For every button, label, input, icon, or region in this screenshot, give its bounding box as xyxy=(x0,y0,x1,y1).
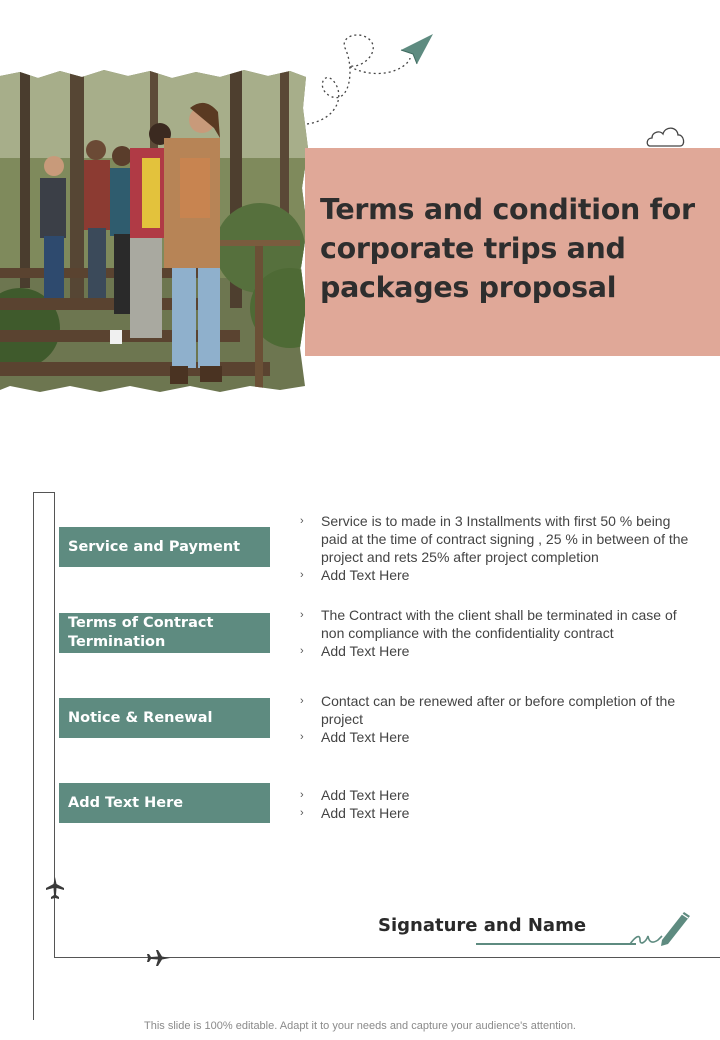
signature-label: Signature and Name xyxy=(378,915,587,936)
section-label-notice-renewal: Notice & Renewal xyxy=(59,698,270,738)
list-item: › Add Text Here xyxy=(300,805,410,821)
bullet-list-add-text xyxy=(300,786,700,822)
bullet-list-notice-renewal xyxy=(300,692,700,746)
list-item: › Contact can be renewed after or before completion of the project xyxy=(300,693,676,727)
bullet-list-contract-termination xyxy=(300,606,700,660)
frame-line-top xyxy=(33,492,55,493)
chevron-right-icon: › xyxy=(300,569,304,581)
list-item: › Service is to made in 3 Installments with first 50 % being paid at the time of contract signing , 25 % in between of the project and rets 25% after project completion xyxy=(300,513,689,565)
chevron-right-icon: › xyxy=(300,731,304,743)
airplane-icon xyxy=(45,876,65,905)
footer-note: This slide is 100% editable. Adapt it to your needs and capture your audience's attention. xyxy=(144,1020,576,1032)
chevron-right-icon: › xyxy=(300,515,304,527)
signature-line xyxy=(476,943,636,945)
list-item: › The Contract with the client shall be terminated in case of non compliance with the confidentiality contract xyxy=(300,607,677,641)
pen-icon xyxy=(628,906,692,955)
section-label-service-payment: Service and Payment xyxy=(59,527,270,567)
airplane-icon xyxy=(145,949,171,972)
bullet-list-service-payment xyxy=(300,512,700,584)
section-label-contract-termination: Terms of Contract Termination xyxy=(59,613,270,653)
chevron-right-icon: › xyxy=(300,645,304,657)
list-item: › Add Text Here xyxy=(300,643,410,659)
paper-plane-icon xyxy=(305,28,440,133)
list-item: › Add Text Here xyxy=(300,729,410,745)
page-title: Terms and condition for corporate trips and packages proposal xyxy=(320,193,695,304)
list-item: › Add Text Here xyxy=(300,787,410,803)
chevron-right-icon: › xyxy=(300,695,304,707)
frame-line-left xyxy=(33,492,34,1020)
chevron-right-icon: › xyxy=(300,609,304,621)
section-label-add-text: Add Text Here xyxy=(59,783,270,823)
cloud-icon xyxy=(646,124,686,153)
list-item: › Add Text Here xyxy=(300,567,410,583)
chevron-right-icon: › xyxy=(300,789,304,801)
hikers-photo xyxy=(0,68,310,394)
chevron-right-icon: › xyxy=(300,807,304,819)
